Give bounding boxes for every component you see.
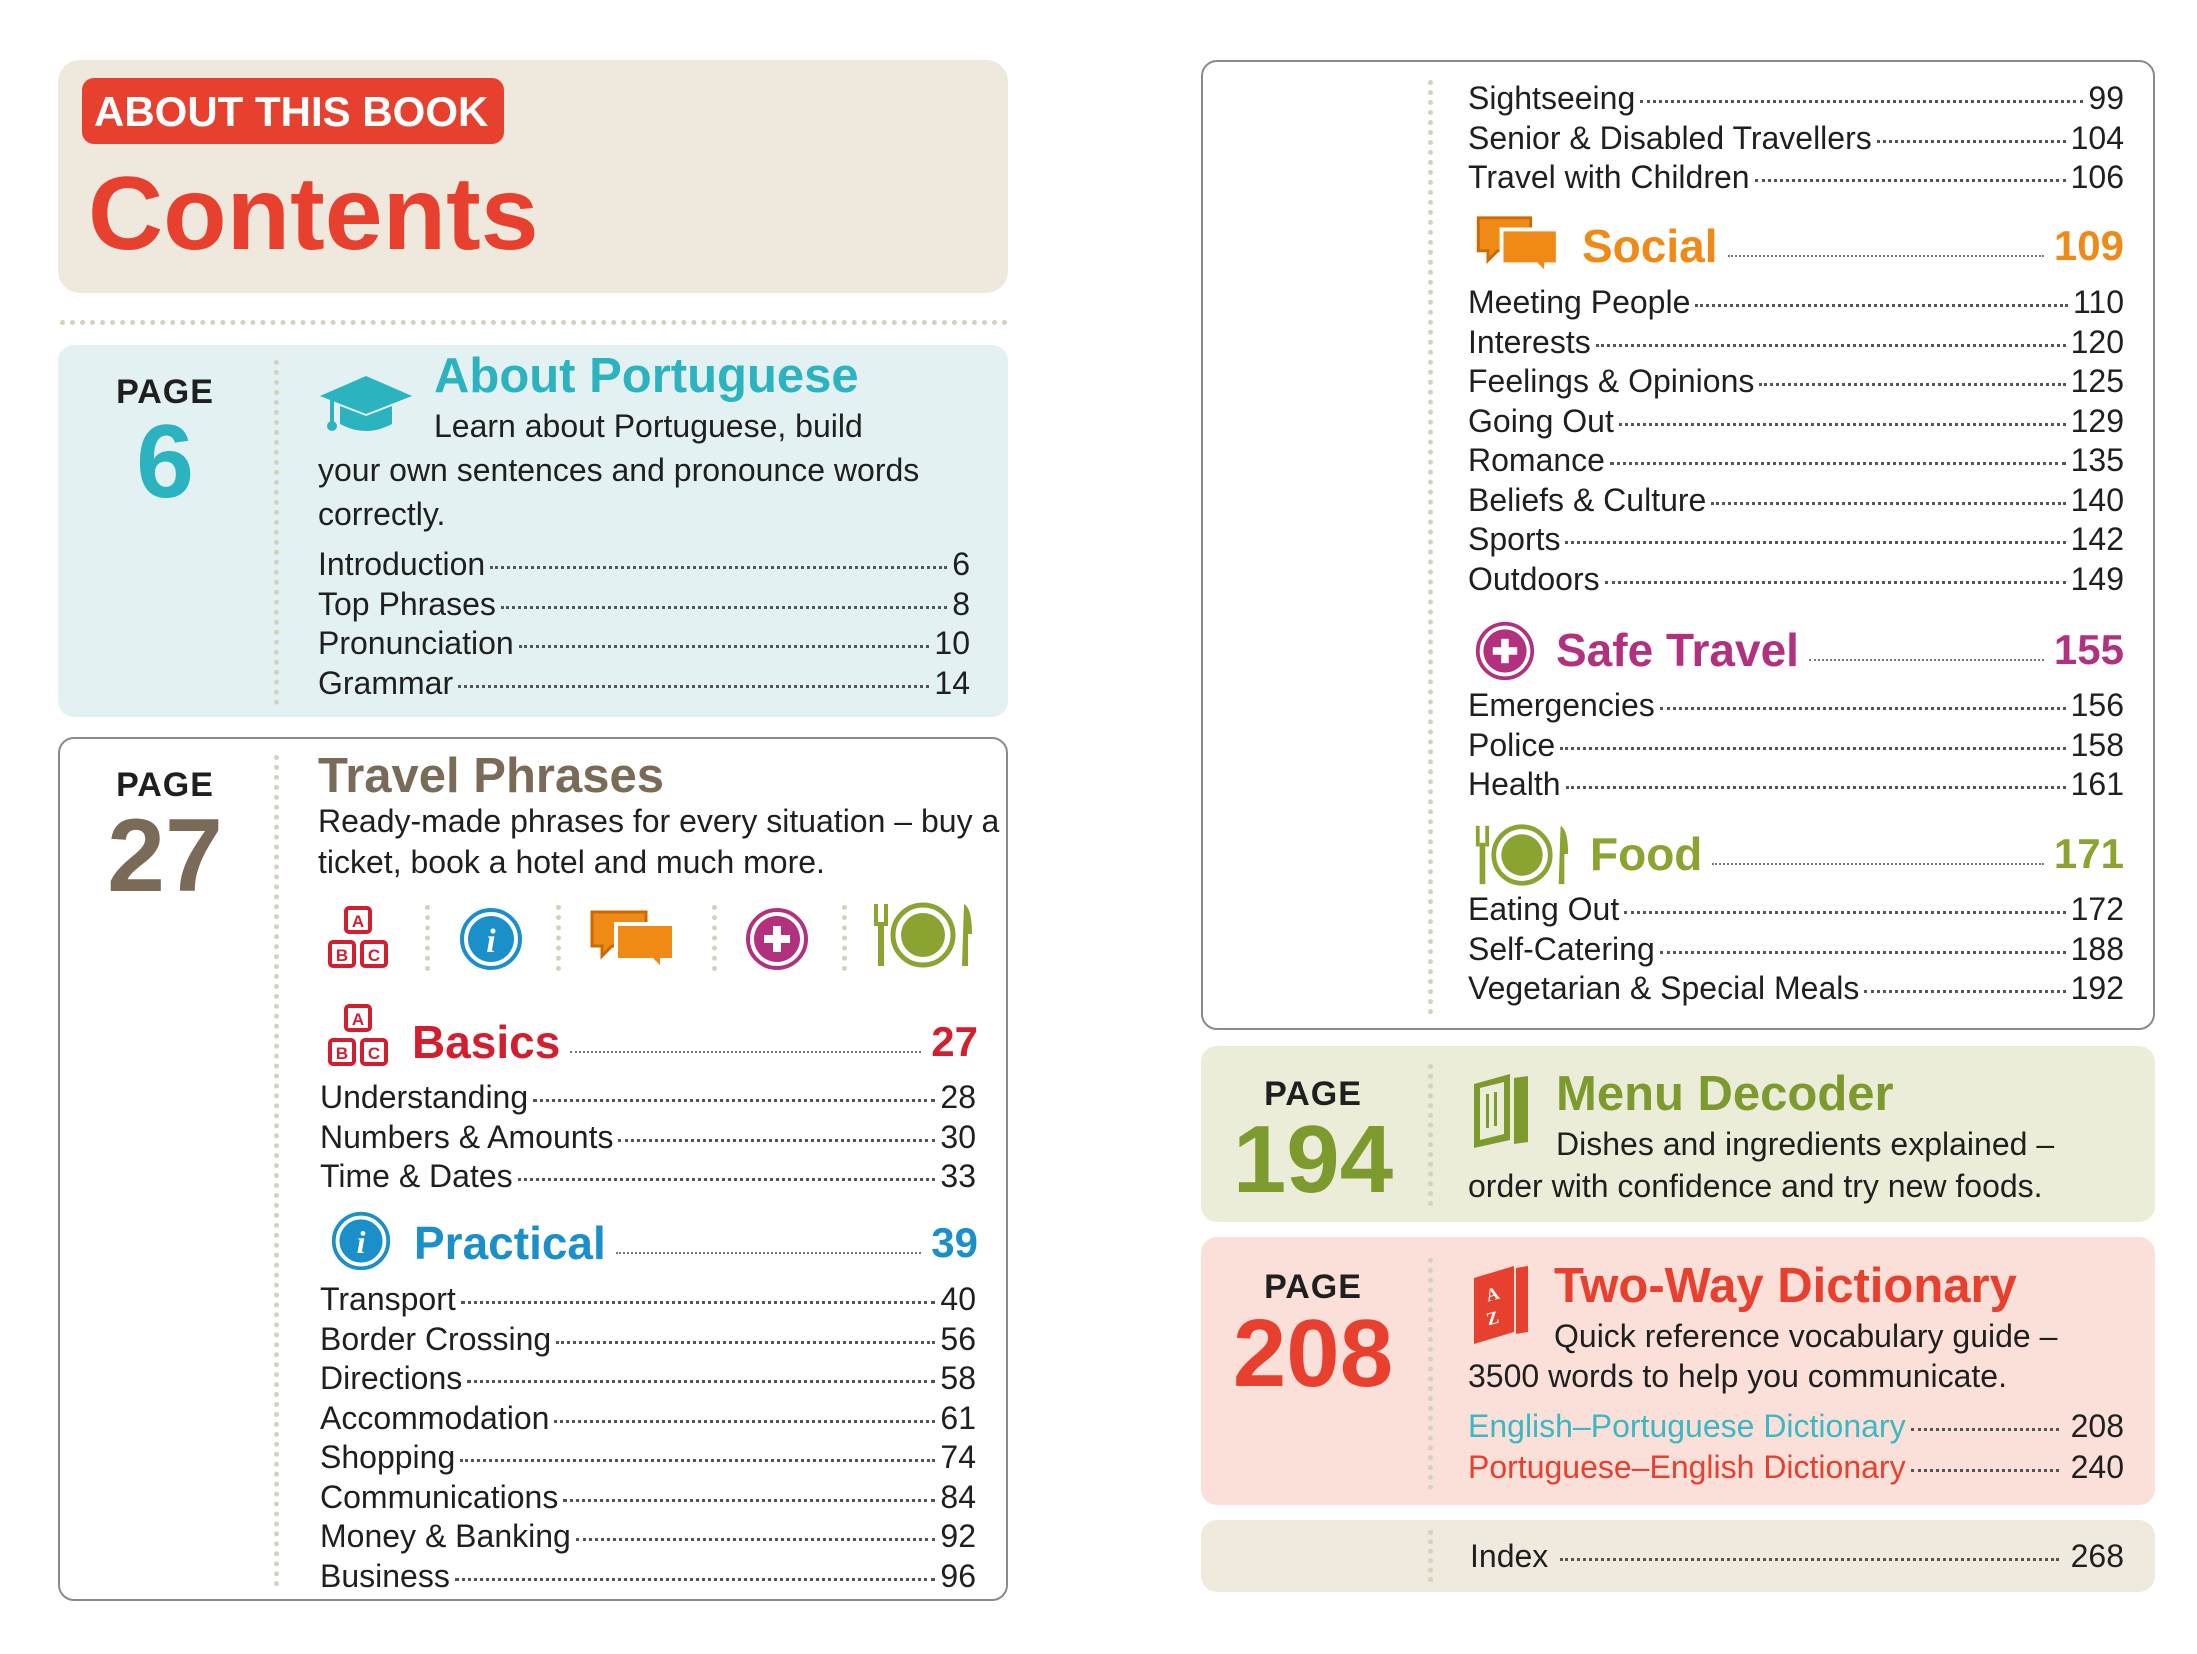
toc-row[interactable]: Romance 135 [1468,442,2124,478]
icon-separator [842,905,847,971]
toc-row[interactable]: Grammar 14 [318,664,970,701]
safe-travel-header[interactable] [1556,620,2124,680]
toc-row[interactable]: Border Crossing 56 [320,1320,976,1357]
toc-row[interactable]: Numbers & Amounts 30 [320,1118,976,1155]
toc-row[interactable]: Transport 40 [320,1281,976,1317]
svg-text:Z: Z [1484,1306,1501,1330]
svg-text:i: i [356,1225,366,1261]
food-title: Food [1590,828,1703,880]
travel-page-number: 27 [107,798,223,914]
speech-bubbles-icon [588,906,680,972]
info-icon [330,1210,392,1272]
portuguese-english-label: Portuguese–English Dictionary [1468,1449,1906,1485]
about-description-rest: your own sentences and pronounce words correctly. [318,452,920,532]
header-divider [60,320,1008,325]
graduation-cap-icon [318,372,414,442]
menu-description-line2: order with confidence and try new foods. [1468,1168,2043,1204]
toc-row[interactable]: Feelings & Opinions 125 [1468,363,2124,399]
dictionary-book-icon [1470,1262,1532,1346]
plate-cutlery-icon [872,900,974,970]
dictionary-toc [1468,1406,2124,1488]
menu-description-line1: Dishes and ingredients explained – [1556,1126,2055,1162]
toc-row[interactable]: Top Phrases 8 [318,585,970,622]
about-description-line1: Learn about Portuguese, build [434,408,863,444]
toc-row[interactable]: Interests 120 [1468,323,2124,360]
page-label: PAGE [1264,1268,1362,1306]
travel-phrases-title: Travel Phrases [318,749,664,803]
basics-toc [320,1078,976,1197]
toc-row[interactable]: Directions 58 [320,1360,976,1396]
plus-cross-icon [744,906,810,972]
toc-row[interactable]: Outdoors 149 [1468,560,2124,597]
page-label: PAGE [1264,1075,1362,1113]
toc-row[interactable]: Sightseeing 99 [1468,80,2124,116]
basics-title: Basics [412,1016,561,1068]
toc-row[interactable]: Time & Dates 33 [320,1158,976,1194]
plate-cutlery-icon [1474,822,1570,888]
toc-row[interactable]: Travel with Children 106 [1468,159,2124,195]
toc-row[interactable]: Shopping 74 [320,1439,976,1475]
toc-row[interactable]: Sports 142 [1468,521,2124,557]
food-page: 171 [2053,830,2124,877]
abc-blocks-icon [326,906,392,972]
toc-row[interactable]: Emergencies 156 [1468,687,2124,723]
safe-travel-page: 155 [2053,626,2124,673]
practical-toc [320,1280,976,1596]
basics-header[interactable] [412,1012,978,1072]
social-toc [1468,283,2124,599]
page-title: Contents [88,156,539,272]
svg-text:A: A [1483,1282,1502,1306]
about-portuguese-title: About Portuguese [434,349,859,403]
toc-row[interactable]: Senior & Disabled Travellers 104 [1468,119,2124,156]
menu-divider [1428,1064,1433,1206]
social-header[interactable] [1582,216,2124,276]
social-page: 109 [2053,222,2124,269]
toc-row[interactable]: Eating Out 172 [1468,891,2124,927]
svg-text:C: C [367,1044,381,1063]
toc-row[interactable]: Health 161 [1468,766,2124,802]
practical-page: 39 [931,1219,978,1266]
abc-blocks-icon [326,1004,392,1070]
toc-row[interactable]: Police 158 [1468,726,2124,763]
svg-text:B: B [335,1044,349,1063]
index-row[interactable]: Index 268 [1470,1538,2124,1574]
about-page-number: 6 [136,404,194,520]
practical-continued-toc [1468,79,2124,198]
index-divider [1428,1530,1433,1582]
menu-page-number: 194 [1232,1106,1394,1213]
svg-text:A: A [351,912,365,931]
about-divider [274,360,279,705]
svg-text:i: i [486,923,496,960]
dictionary-description-line2: 3500 words to help you communicate. [1468,1358,2007,1394]
info-icon [458,906,524,972]
toc-row[interactable]: Introduction 6 [318,546,970,582]
toc-row[interactable]: Accommodation 61 [320,1399,976,1436]
food-toc [1468,890,2124,1009]
svg-text:C: C [367,946,381,965]
index-toc [1470,1537,2124,1577]
toc-row[interactable]: Vegetarian & Special Meals 192 [1468,970,2124,1006]
toc-row[interactable]: Money & Banking 92 [320,1518,976,1554]
dictionary-description-line1: Quick reference vocabulary guide – [1554,1318,2058,1354]
safe-travel-title: Safe Travel [1556,624,1799,676]
dictionary-divider [1428,1258,1433,1490]
icon-separator [712,905,717,971]
toc-row[interactable]: Pronunciation 10 [318,625,970,661]
toc-row[interactable]: Self-Catering 188 [1468,930,2124,967]
safe-travel-toc [1468,686,2124,805]
icon-separator [425,905,430,971]
about-toc [318,545,970,703]
svg-text:B: B [335,946,349,965]
dictionary-page-number: 208 [1232,1300,1394,1407]
icon-separator [556,905,561,971]
travel-description: Ready-made phrases for every situation – buy a ticket, book a hotel and much more. [318,803,1000,880]
travel-divider [274,755,279,1587]
food-header[interactable] [1590,824,2124,884]
page-label: PAGE [116,373,214,411]
toc-row[interactable]: Understanding 28 [320,1079,976,1115]
menu-decoder-title: Menu Decoder [1556,1067,1894,1121]
toc-row[interactable]: Going Out 129 [1468,402,2124,439]
basics-page: 27 [931,1018,978,1065]
toc-row[interactable]: Beliefs & Culture 140 [1468,481,2124,518]
social-title: Social [1582,220,1718,272]
english-portuguese-label: English–Portuguese Dictionary [1468,1408,1906,1444]
practical-header[interactable] [414,1213,978,1273]
toc-row[interactable]: Meeting People 110 [1468,284,2124,320]
page-label: PAGE [116,766,214,804]
practical-title: Practical [414,1217,606,1269]
toc-row[interactable]: English–Portuguese Dictionary 208 [1468,1406,2124,1447]
toc-row[interactable]: Portuguese–English Dictionary 240 [1468,1447,2124,1488]
plus-cross-icon [1474,620,1536,682]
about-this-book-tag: ABOUT THIS BOOK [94,88,489,135]
toc-row[interactable]: Communications 84 [320,1478,976,1515]
svg-text:A: A [351,1010,365,1029]
travel-continued-divider [1428,80,1433,1015]
dictionary-title: Two-Way Dictionary [1554,1259,2017,1313]
speech-bubbles-icon [1474,212,1564,276]
menu-icon [1470,1070,1532,1150]
toc-row[interactable]: Business 96 [320,1557,976,1594]
